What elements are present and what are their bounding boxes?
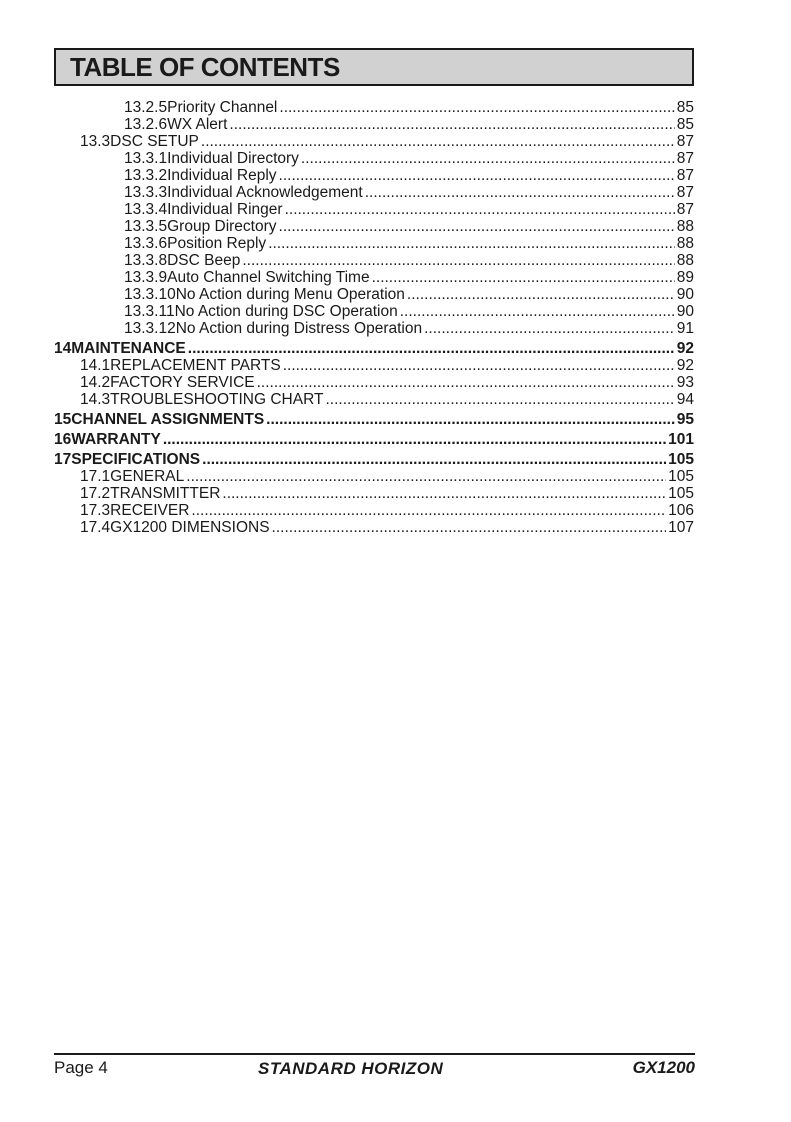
toc-dot-leader	[301, 150, 675, 167]
toc-entry-number: 14.2	[80, 374, 111, 391]
toc-entry-number: 14.1	[80, 357, 111, 374]
toc-entry-page: 87	[676, 201, 694, 218]
toc-entry[interactable]	[54, 357, 694, 374]
toc-entry-number: 13.3.3	[124, 184, 168, 201]
toc-entry-title: DSC SETUP	[110, 133, 199, 150]
toc-entry-page: 92	[676, 357, 694, 374]
toc-dot-leader	[283, 357, 675, 374]
toc-entry[interactable]	[54, 252, 694, 269]
toc-entry-page: 85	[676, 116, 694, 133]
toc-entry[interactable]	[54, 133, 694, 150]
toc-entry-title: Individual Reply	[167, 167, 277, 184]
toc-entry-title: GENERAL	[110, 468, 185, 485]
toc-entry-page: 90	[676, 286, 694, 303]
brand-logo: STANDARD HORIZON	[258, 1059, 444, 1078]
toc-entry-title: TRANSMITTER	[110, 485, 221, 502]
toc-dot-leader	[365, 184, 675, 201]
toc-entry-number: 13.3.12	[124, 320, 176, 337]
toc-entry-page: 106	[668, 502, 694, 519]
toc-entry[interactable]	[54, 485, 694, 502]
toc-entry-title: Individual Directory	[167, 150, 299, 167]
table-of-contents	[54, 99, 694, 536]
toc-dot-leader	[407, 286, 675, 303]
toc-entry-title: RECEIVER	[110, 502, 190, 519]
page-number: Page 4	[54, 1058, 108, 1077]
toc-entry[interactable]	[54, 269, 694, 286]
toc-entry-title: Position Reply	[167, 235, 267, 252]
toc-entry[interactable]	[54, 431, 694, 448]
toc-entry-number: 14.3	[80, 391, 111, 408]
toc-dot-leader	[222, 485, 666, 502]
toc-entry-number: 13.3.5	[124, 218, 168, 235]
toc-entry-title: TROUBLESHOOTING CHART	[110, 391, 324, 408]
toc-entry[interactable]	[54, 391, 694, 408]
toc-entry[interactable]	[54, 303, 694, 320]
toc-entry-title: SPECIFICATIONS	[71, 451, 201, 468]
toc-entry-page: 93	[676, 374, 694, 391]
toc-entry-number: 17.2	[80, 485, 111, 502]
toc-entry[interactable]	[54, 411, 694, 428]
toc-entry-title: REPLACEMENT PARTS	[110, 357, 281, 374]
toc-entry-page: 90	[676, 303, 694, 320]
toc-entry-number: 13.3.4	[124, 201, 168, 218]
model-name: GX1200	[632, 1058, 695, 1077]
toc-entry-number: 13.3.1	[124, 150, 168, 167]
toc-entry-page: 105	[668, 451, 694, 468]
toc-entry-title: Individual Ringer	[167, 201, 283, 218]
toc-entry[interactable]	[54, 150, 694, 167]
toc-entry-title: Priority Channel	[167, 99, 278, 116]
toc-dot-leader	[279, 218, 675, 235]
toc-entry-number: 17.1	[80, 468, 111, 485]
footer-divider	[54, 1053, 695, 1055]
toc-entry-page: 91	[676, 320, 694, 337]
toc-entry[interactable]	[54, 235, 694, 252]
toc-entry-page: 87	[676, 167, 694, 184]
toc-dot-leader	[424, 320, 675, 337]
toc-dot-leader	[202, 451, 666, 468]
toc-entry-page: 88	[676, 235, 694, 252]
toc-entry-title: WX Alert	[167, 116, 228, 133]
toc-dot-leader	[191, 502, 666, 519]
toc-entry-title: No Action during DSC Operation	[174, 303, 398, 320]
toc-entry[interactable]	[54, 116, 694, 133]
toc-entry[interactable]	[54, 201, 694, 218]
toc-entry[interactable]	[54, 184, 694, 201]
toc-entry-page: 95	[676, 411, 694, 428]
toc-entry-number: 13.3.9	[124, 269, 168, 286]
toc-entry-number: 17	[54, 451, 72, 468]
toc-entry-title: MAINTENANCE	[71, 340, 186, 357]
toc-dot-leader	[372, 269, 675, 286]
toc-dot-leader	[272, 519, 667, 536]
toc-dot-leader	[242, 252, 674, 269]
toc-entry[interactable]	[54, 468, 694, 485]
toc-dot-leader	[229, 116, 674, 133]
toc-dot-leader	[268, 235, 675, 252]
toc-entry-page: 87	[676, 184, 694, 201]
toc-entry-number: 13.3.2	[124, 167, 168, 184]
toc-entry[interactable]	[54, 502, 694, 519]
toc-entry-title: Auto Channel Switching Time	[167, 269, 370, 286]
toc-entry-page: 94	[676, 391, 694, 408]
toc-dot-leader	[279, 167, 675, 184]
toc-entry-title: CHANNEL ASSIGNMENTS	[71, 411, 265, 428]
toc-dot-leader	[285, 201, 675, 218]
toc-dot-leader	[188, 340, 675, 357]
toc-entry-page: 87	[676, 133, 694, 150]
toc-entry-number: 17.4	[80, 519, 111, 536]
toc-entry[interactable]	[54, 519, 694, 536]
toc-entry-number: 13.3.11	[124, 303, 175, 320]
toc-entry[interactable]	[54, 99, 694, 116]
toc-entry-page: 87	[676, 150, 694, 167]
toc-entry-page: 92	[676, 340, 694, 357]
toc-entry-page: 88	[676, 252, 694, 269]
toc-dot-leader	[257, 374, 675, 391]
toc-entry[interactable]	[54, 340, 694, 357]
page-title: TABLE OF CONTENTS	[70, 52, 340, 82]
toc-dot-leader	[400, 303, 675, 320]
toc-entry-title: WARRANTY	[71, 431, 161, 448]
toc-entry-page: 107	[668, 519, 694, 536]
toc-entry-number: 17.3	[80, 502, 111, 519]
toc-entry-title: No Action during Menu Operation	[175, 286, 405, 303]
toc-dot-leader	[163, 431, 666, 448]
toc-entry-page: 105	[668, 485, 694, 502]
toc-entry-page: 105	[668, 468, 694, 485]
toc-entry-title: DSC Beep	[167, 252, 241, 269]
toc-entry[interactable]	[54, 451, 694, 468]
toc-entry-page: 88	[676, 218, 694, 235]
toc-dot-leader	[279, 99, 674, 116]
toc-entry-page: 85	[676, 99, 694, 116]
toc-entry-title: Individual Acknowledgement	[167, 184, 363, 201]
toc-entry-title: GX1200 DIMENSIONS	[110, 519, 270, 536]
toc-entry[interactable]	[54, 320, 694, 337]
toc-entry[interactable]	[54, 167, 694, 184]
toc-dot-leader	[201, 133, 675, 150]
toc-entry-title: Group Directory	[167, 218, 277, 235]
toc-entry-number: 13.3.10	[124, 286, 176, 303]
toc-entry-number: 15	[54, 411, 72, 428]
toc-entry-number: 13.3	[80, 133, 111, 150]
toc-entry-title: No Action during Distress Operation	[175, 320, 423, 337]
toc-entry-page: 101	[668, 431, 694, 448]
toc-entry-number: 13.3.8	[124, 252, 168, 269]
toc-entry-title: FACTORY SERVICE	[110, 374, 255, 391]
toc-entry[interactable]	[54, 218, 694, 235]
toc-entry-number: 16	[54, 431, 72, 448]
toc-entry-number: 14	[54, 340, 72, 357]
section-header	[54, 48, 694, 86]
toc-entry-number: 13.3.6	[124, 235, 168, 252]
toc-dot-leader	[266, 411, 675, 428]
toc-entry-number: 13.2.5	[124, 99, 168, 116]
toc-dot-leader	[186, 468, 666, 485]
toc-entry-number: 13.2.6	[124, 116, 168, 133]
toc-entry-page: 89	[676, 269, 694, 286]
toc-entry[interactable]	[54, 374, 694, 391]
toc-entry[interactable]	[54, 286, 694, 303]
toc-dot-leader	[325, 391, 674, 408]
